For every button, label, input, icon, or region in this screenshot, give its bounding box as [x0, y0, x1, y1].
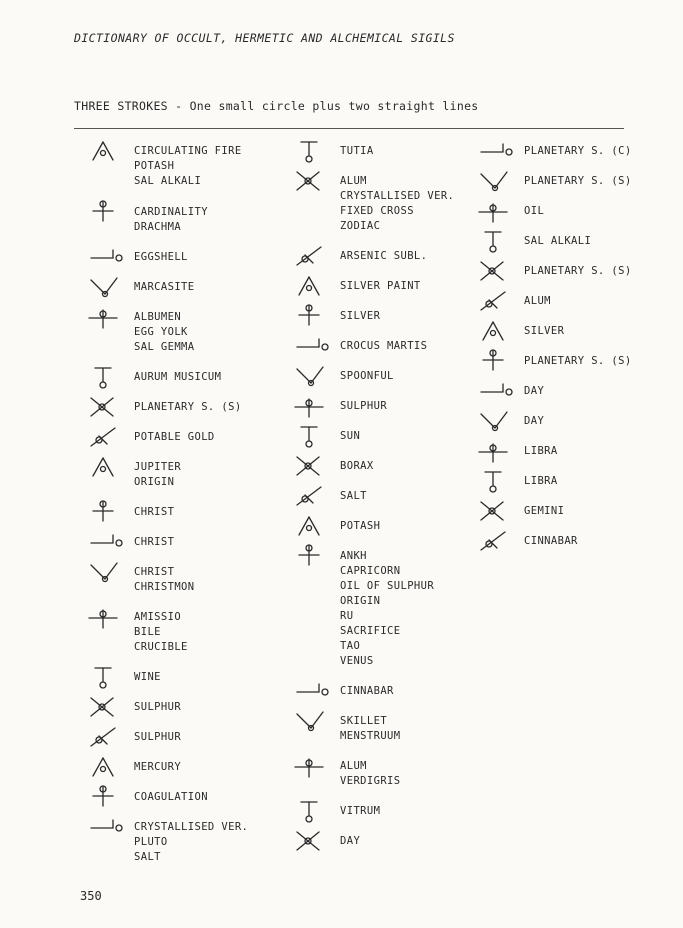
sigil-meanings: [340, 804, 380, 819]
sigil-meaning: ORIGIN: [134, 476, 175, 488]
sigil-icon: [288, 243, 332, 269]
sigil-icon-glyph: [288, 423, 332, 449]
sigil-meanings: [340, 459, 374, 474]
sigil-icon-glyph: [472, 408, 516, 434]
sigil-entry: [288, 309, 380, 329]
sigil-meaning: SUN: [340, 430, 361, 442]
sigil-meanings: [134, 700, 181, 715]
sigil-meanings: [340, 834, 360, 849]
sigil-entry: [472, 354, 632, 374]
sigil-icon: [472, 138, 516, 164]
sigil-meaning: RU: [340, 610, 354, 622]
sigil-icon-glyph: [82, 559, 126, 585]
sigil-meaning: MERCURY: [134, 761, 182, 773]
sigil-meaning: ALUM: [340, 175, 367, 187]
sigil-icon-glyph: [472, 168, 516, 194]
sigil-meaning: POTABLE GOLD: [134, 431, 215, 443]
sigil-meaning: CRUCIBLE: [134, 641, 188, 653]
sigil-entry: [82, 144, 242, 189]
sigil-entry: [472, 264, 632, 284]
sigil-meanings: [340, 519, 380, 534]
sigil-entry: [288, 759, 401, 789]
sigil-meanings: [340, 339, 427, 354]
sigil-meaning: LIBRA: [524, 445, 558, 457]
sigil-meaning: ALUM: [524, 295, 551, 307]
sigil-meanings: [134, 310, 195, 355]
sigil-meaning: SAL GEMMA: [134, 341, 195, 353]
sigil-entry: [288, 429, 360, 449]
sigil-icon: [288, 333, 332, 359]
sigil-icon: [288, 363, 332, 389]
sigil-meaning: GEMINI: [524, 505, 565, 517]
sigil-icon: [288, 168, 332, 194]
sigil-meaning: SILVER: [524, 325, 565, 337]
sigil-entry: [82, 310, 195, 355]
sigil-meanings: [524, 324, 564, 339]
sigil-icon: [288, 483, 332, 509]
sigil-meanings: [134, 760, 181, 775]
sigil-icon-glyph: [472, 288, 516, 314]
sigil-icon: [82, 724, 126, 750]
sigil-meanings: [524, 144, 632, 159]
sigil-meanings: [134, 790, 208, 805]
sigil-icon: [472, 408, 516, 434]
sigil-icon-glyph: [82, 364, 126, 390]
sigil-entry: [288, 519, 380, 539]
sigil-meanings: [524, 384, 544, 399]
sigil-meanings: [134, 144, 242, 189]
sigil-meaning: CRYSTALLISED VER.: [340, 190, 455, 202]
sigil-icon: [288, 798, 332, 824]
sigil-icon: [288, 453, 332, 479]
sigil-meanings: [134, 505, 174, 520]
sigil-meaning: PLANETARY S. (S): [524, 355, 632, 367]
sigil-meanings: [524, 534, 578, 549]
sigil-meanings: [134, 400, 242, 415]
sigil-icon: [472, 258, 516, 284]
sigil-entry: [472, 234, 591, 254]
sigil-icon: [82, 664, 126, 690]
sigil-meanings: [134, 370, 221, 385]
sigil-entry: [82, 280, 195, 300]
sigil-icon: [82, 364, 126, 390]
sigil-meaning: DRACHMA: [134, 221, 182, 233]
sigil-icon: [82, 529, 126, 555]
sigil-icon-glyph: [288, 363, 332, 389]
sigil-icon: [82, 559, 126, 585]
sigil-meaning: ALUM: [340, 760, 367, 772]
sigil-meaning: POTASH: [134, 160, 175, 172]
sigil-meaning: PLUTO: [134, 836, 168, 848]
sigil-icon: [288, 543, 332, 569]
sigil-meanings: [340, 369, 394, 384]
sigil-meaning: FIXED CROSS: [340, 205, 414, 217]
sigil-icon: [288, 423, 332, 449]
sigil-meanings: [340, 309, 380, 324]
sigil-entry: [82, 670, 161, 690]
sigil-icon: [288, 513, 332, 539]
sigil-meaning: SAL ALKALI: [134, 175, 202, 187]
sigil-meanings: [524, 174, 632, 189]
sigil-icon-glyph: [82, 394, 126, 420]
sigil-entry: [288, 399, 387, 419]
sigil-icon: [288, 273, 332, 299]
sigil-entry: [82, 205, 208, 235]
sigil-meaning: SALT: [340, 490, 367, 502]
sigil-entry: [472, 504, 564, 524]
sigil-icon: [472, 228, 516, 254]
sigil-meanings: [340, 759, 401, 789]
sigil-entry: [82, 790, 208, 810]
sigil-meaning: AURUM MUSICUM: [134, 371, 222, 383]
sigil-entry: [472, 474, 558, 494]
sigil-meaning: AMISSIO: [134, 611, 182, 623]
sigil-entry: [82, 730, 181, 750]
sigil-meanings: [524, 414, 544, 429]
sigil-icon-glyph: [82, 529, 126, 555]
sigil-meaning: CINNABAR: [524, 535, 578, 547]
sigil-icon-glyph: [288, 333, 332, 359]
sigil-meaning: DAY: [524, 415, 545, 427]
sigil-entry: [472, 384, 544, 404]
sigil-entry: [82, 370, 221, 390]
sigil-meanings: [134, 280, 195, 295]
sigil-icon-glyph: [472, 348, 516, 374]
sigil-meaning: CRYSTALLISED VER.: [134, 821, 249, 833]
sigil-icon: [82, 499, 126, 525]
sigil-icon-glyph: [472, 438, 516, 464]
sigil-entry: [288, 144, 374, 164]
sigil-icon-glyph: [288, 678, 332, 704]
sigil-entry: [82, 610, 188, 655]
sigil-icon: [472, 198, 516, 224]
sigil-icon: [82, 784, 126, 810]
sigil-meanings: [524, 504, 564, 519]
sigil-icon: [82, 454, 126, 480]
sigil-meanings: [524, 444, 558, 459]
sigil-icon-glyph: [472, 258, 516, 284]
sigil-meaning: CHRIST: [134, 506, 175, 518]
sigil-meaning: ALBUMEN: [134, 311, 182, 323]
sigil-meanings: [340, 489, 367, 504]
sigil-icon: [82, 304, 126, 330]
sigil-icon: [82, 754, 126, 780]
sigil-icon-glyph: [288, 708, 332, 734]
page-number: 350: [80, 889, 102, 903]
sigil-meaning: PLANETARY S. (S): [134, 401, 242, 413]
sigil-meaning: ZODIAC: [340, 220, 381, 232]
sigil-meaning: VITRUM: [340, 805, 381, 817]
sigil-meanings: [134, 730, 181, 745]
sigil-meanings: [340, 399, 387, 414]
sigil-entry: [82, 430, 215, 450]
sigil-entry: [288, 459, 374, 479]
sigil-entry: [82, 460, 181, 490]
sigil-meanings: [340, 174, 454, 234]
sigil-icon-glyph: [82, 814, 126, 840]
sigil-meaning: CIRCULATING FIRE: [134, 145, 242, 157]
page-header: DICTIONARY OF OCCULT, HERMETIC AND ALCHEMICAL SIGILS: [74, 31, 455, 45]
sigil-icon: [288, 678, 332, 704]
sigil-entry: [82, 250, 188, 270]
sigil-entry: [82, 400, 242, 420]
sigil-meanings: [134, 205, 208, 235]
sigil-meanings: [524, 474, 558, 489]
sigil-meanings: [134, 535, 174, 550]
sigil-meaning: SPOONFUL: [340, 370, 394, 382]
sigil-meaning: TUTIA: [340, 145, 374, 157]
sigil-icon: [472, 348, 516, 374]
sigil-entry: [472, 144, 632, 164]
sigil-meanings: [340, 249, 427, 264]
sigil-icon: [82, 604, 126, 630]
sigil-icon: [472, 318, 516, 344]
sigil-icon: [472, 168, 516, 194]
sigil-icon: [472, 288, 516, 314]
sigil-meaning: SULPHUR: [134, 731, 182, 743]
sigil-icon-glyph: [82, 499, 126, 525]
sigil-meaning: VENUS: [340, 655, 374, 667]
sigil-entry: [472, 324, 564, 344]
sigil-entry: [288, 804, 380, 824]
sigil-entry: [288, 174, 454, 234]
sigil-meaning: SKILLET: [340, 715, 388, 727]
sigil-icon: [82, 694, 126, 720]
sigil-meaning: VERDIGRIS: [340, 775, 401, 787]
sigil-meanings: [524, 264, 632, 279]
sigil-icon: [82, 814, 126, 840]
sigil-icon: [82, 394, 126, 420]
sigil-icon-glyph: [82, 754, 126, 780]
sigil-meaning: PLANETARY S. (S): [524, 265, 632, 277]
sigil-icon-glyph: [472, 378, 516, 404]
sigil-icon-glyph: [288, 303, 332, 329]
sigil-meaning: SILVER: [340, 310, 381, 322]
sigil-entry: [472, 414, 544, 434]
sigil-meaning: CHRIST: [134, 536, 175, 548]
sigil-meaning: DAY: [524, 385, 545, 397]
sigil-entry: [82, 505, 174, 525]
sigil-icon-glyph: [82, 694, 126, 720]
sigil-icon-glyph: [472, 138, 516, 164]
sigil-icon-glyph: [288, 828, 332, 854]
sigil-entry: [288, 834, 360, 854]
sigil-meanings: [134, 250, 188, 265]
sigil-meaning: WINE: [134, 671, 161, 683]
sigil-icon-glyph: [82, 244, 126, 270]
sigil-icon-glyph: [288, 138, 332, 164]
sigil-entry: [288, 489, 367, 509]
sigil-icon-glyph: [82, 784, 126, 810]
sigil-icon-glyph: [288, 753, 332, 779]
sigil-icon-glyph: [288, 513, 332, 539]
sigil-icon-glyph: [82, 724, 126, 750]
sigil-icon: [288, 393, 332, 419]
sigil-meanings: [340, 684, 394, 699]
sigil-meanings: [134, 610, 188, 655]
sigil-icon: [288, 828, 332, 854]
sigil-meaning: TAO: [340, 640, 361, 652]
sigil-entry: [472, 174, 632, 194]
sigil-meaning: POTASH: [340, 520, 381, 532]
sigil-meanings: [340, 144, 374, 159]
sigil-entry: [472, 534, 578, 554]
sigil-icon-glyph: [288, 168, 332, 194]
sigil-icon: [82, 138, 126, 164]
sigil-entry: [82, 700, 181, 720]
sigil-meaning: BILE: [134, 626, 161, 638]
sigil-icon-glyph: [472, 498, 516, 524]
sigil-icon: [288, 138, 332, 164]
sigil-icon: [288, 303, 332, 329]
sigil-meanings: [340, 714, 401, 744]
sigil-meanings: [134, 820, 248, 865]
sigil-meanings: [340, 549, 434, 669]
sigil-entry: [288, 339, 427, 359]
sigil-entry: [472, 294, 551, 314]
sigil-icon-glyph: [82, 138, 126, 164]
sigil-entry: [82, 565, 195, 595]
sigil-icon-glyph: [82, 199, 126, 225]
sigil-meaning: EGGSHELL: [134, 251, 188, 263]
sigil-icon: [82, 424, 126, 450]
sigil-meanings: [524, 294, 551, 309]
sigil-entry: [82, 535, 174, 555]
sigil-entry: [472, 444, 558, 464]
sigil-icon-glyph: [82, 664, 126, 690]
sigil-icon-glyph: [288, 393, 332, 419]
sigil-meaning: LIBRA: [524, 475, 558, 487]
sigil-meaning: CARDINALITY: [134, 206, 208, 218]
sigil-meanings: [134, 565, 195, 595]
sigil-entry: [288, 279, 421, 299]
sigil-meaning: CHRIST: [134, 566, 175, 578]
sigil-meanings: [340, 279, 421, 294]
sigil-icon-glyph: [82, 304, 126, 330]
sigil-meaning: CINNABAR: [340, 685, 394, 697]
sigil-meaning: PLANETARY S. (S): [524, 175, 632, 187]
sigil-icon: [472, 438, 516, 464]
sigil-meaning: ORIGIN: [340, 595, 381, 607]
sigil-meaning: SULPHUR: [134, 701, 182, 713]
sigil-meanings: [134, 460, 181, 490]
sigil-meaning: SILVER PAINT: [340, 280, 421, 292]
sigil-icon-glyph: [472, 228, 516, 254]
sigil-entry: [288, 249, 427, 269]
sigil-icon-glyph: [288, 453, 332, 479]
sigil-meanings: [524, 204, 544, 219]
sigil-icon-glyph: [288, 243, 332, 269]
sigil-entry: [288, 684, 394, 704]
sigil-meaning: COAGULATION: [134, 791, 208, 803]
sigil-icon-glyph: [82, 454, 126, 480]
sigil-icon-glyph: [288, 543, 332, 569]
sigil-meaning: ANKH: [340, 550, 367, 562]
sigil-meaning: BORAX: [340, 460, 374, 472]
sigil-meaning: EGG YOLK: [134, 326, 188, 338]
sigil-icon: [288, 753, 332, 779]
sigil-meaning: SALT: [134, 851, 161, 863]
sigil-icon-glyph: [82, 274, 126, 300]
sigil-meaning: PLANETARY S. (C): [524, 145, 632, 157]
sigil-entry: [82, 760, 181, 780]
sigil-entry: [288, 369, 394, 389]
sigil-entry: [82, 820, 248, 865]
sigil-meaning: OIL OF SULPHUR: [340, 580, 435, 592]
sigil-icon-glyph: [288, 483, 332, 509]
sigil-entry: [288, 549, 434, 669]
sigil-icon-glyph: [472, 468, 516, 494]
sigil-meaning: JUPITER: [134, 461, 182, 473]
sigil-meanings: [134, 430, 215, 445]
sigil-meanings: [524, 354, 632, 369]
sigil-meaning: DAY: [340, 835, 361, 847]
sigil-icon: [472, 378, 516, 404]
sigil-meaning: OIL: [524, 205, 545, 217]
sigil-meanings: [340, 429, 360, 444]
sigil-icon-glyph: [82, 604, 126, 630]
sigil-icon-glyph: [472, 198, 516, 224]
sigil-meaning: CHRISTMON: [134, 581, 195, 593]
sigil-icon: [472, 468, 516, 494]
sigil-meaning: ARSENIC SUBL.: [340, 250, 428, 262]
sigil-icon-glyph: [288, 273, 332, 299]
sigil-meaning: SULPHUR: [340, 400, 388, 412]
sigil-icon: [472, 498, 516, 524]
sigil-entry: [472, 204, 544, 224]
sigil-meaning: MARCASITE: [134, 281, 195, 293]
sigil-icon: [82, 244, 126, 270]
sigil-meanings: [524, 234, 591, 249]
sigil-icon-glyph: [288, 798, 332, 824]
sigil-meaning: SACRIFICE: [340, 625, 401, 637]
sigil-meanings: [134, 670, 161, 685]
sigil-meaning: CROCUS MARTIS: [340, 340, 428, 352]
sigil-meaning: CAPRICORN: [340, 565, 401, 577]
sigil-icon: [472, 528, 516, 554]
sigil-icon-glyph: [82, 424, 126, 450]
sigil-icon-glyph: [472, 318, 516, 344]
section-subtitle: THREE STROKES - One small circle plus two straight lines: [74, 99, 479, 113]
sigil-meaning: SAL ALKALI: [524, 235, 592, 247]
sigil-icon: [82, 274, 126, 300]
sigil-entry: [288, 714, 401, 744]
sigil-icon-glyph: [472, 528, 516, 554]
divider-rule: [74, 128, 624, 129]
sigil-meaning: MENSTRUUM: [340, 730, 401, 742]
sigil-icon: [288, 708, 332, 734]
sigil-icon: [82, 199, 126, 225]
